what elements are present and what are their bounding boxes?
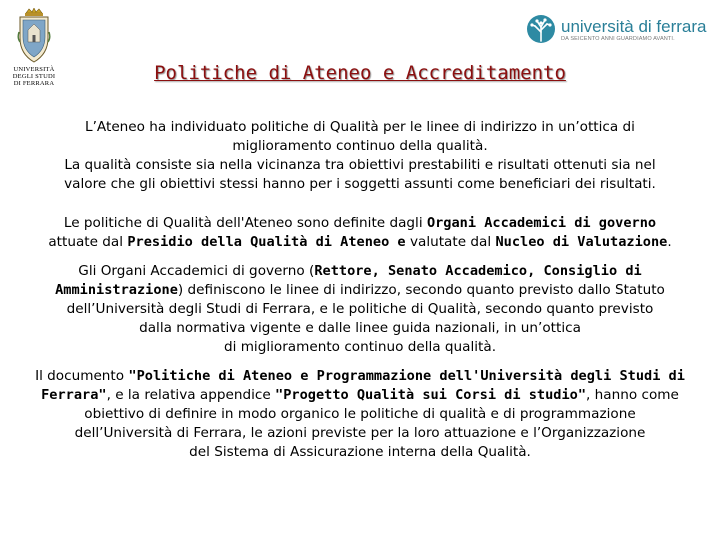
p4-text-2: , e la relativa appendice: [106, 387, 276, 403]
p4-bold-ferrara: Ferrara": [41, 387, 107, 403]
paragraph-policies: [18, 214, 702, 252]
p4-text-1: Il documento: [35, 368, 129, 384]
p3-text-1: Gli Organi Accademici di governo (: [78, 263, 315, 279]
p3-line4: dalla normativa vigente e dalle linee guida nazionali, in un’ottica: [139, 320, 581, 336]
p2-text-1: Le politiche di Qualità dell'Ateneo sono definite dagli: [63, 215, 427, 231]
p1-line1: L’Ateneo ha individuato politiche di Qualità per le linee di indirizzo in un’ottica di: [85, 119, 635, 135]
p2-text-4: .: [667, 234, 672, 250]
crest-icon: [17, 8, 51, 64]
p3-line3: dell’Università degli Studi di Ferrara, e le politiche di Qualità, secondo quanto previsto: [66, 301, 654, 317]
paragraph-organs: [18, 262, 702, 357]
p3-bold-organs: Rettore, Senato Accademico, Consiglio di: [314, 263, 642, 279]
paragraph-intro: [18, 118, 702, 194]
p1-line2: miglioramento continuo della qualità.: [232, 138, 488, 154]
p4-text-3: , hanno come: [586, 387, 679, 403]
p3-text-2: ) definiscono le linee di indirizzo, secondo quanto previsto dallo Statuto: [177, 282, 665, 298]
p2-bold-presidio: Presidio della Qualità di Ateneo e: [127, 234, 406, 250]
p3-line5: di miglioramento continuo della qualità.: [223, 339, 497, 355]
p2-bold-organi: Organi Accademici di governo: [426, 215, 657, 231]
p1-line4: valore che gli obiettivi stessi hanno per i soggetti assunti come beneficiari dei risultati.: [64, 176, 656, 192]
tree-icon: [525, 14, 557, 46]
unife-brand-logo: [525, 10, 713, 50]
p4-line3: obiettivo di definire in modo organico le politiche di qualità e di programmazione: [84, 406, 636, 422]
p3-bold-amministrazione: Amministrazione: [55, 282, 178, 298]
p4-line4: dell’Università di Ferrara, le azioni previste per la loro attuazione e l’Organizzazione: [74, 425, 646, 441]
crest-caption: UNIVERSITÀ DEGLI STUDI DI FERRARA: [12, 66, 56, 87]
p2-text-2: attuate dal: [48, 234, 128, 250]
slide-body: [18, 118, 702, 462]
p4-bold-doc-title: "Politiche di Ateneo e Programmazione dell'Università degli Studi di: [128, 368, 685, 384]
p2-text-3: valutate dal: [405, 234, 496, 250]
p2-bold-nucleo: Nucleo di Valutazione: [495, 234, 668, 250]
brand-name: università di ferrara: [561, 17, 707, 36]
p4-bold-appendix: "Progetto Qualità sui Corsi di studio": [275, 387, 587, 403]
page-title: Politiche di Ateneo e Accreditamento: [154, 62, 566, 84]
brand-tagline: DA SEICENTO ANNI GUARDIAMO AVANTI.: [561, 36, 675, 42]
paragraph-document: [18, 367, 702, 462]
p1-line3: La qualità consiste sia nella vicinanza tra obiettivi prestabiliti e risultati ottenuti sia nel: [64, 157, 656, 173]
p4-line5: del Sistema di Assicurazione interna della Qualità.: [189, 444, 531, 460]
